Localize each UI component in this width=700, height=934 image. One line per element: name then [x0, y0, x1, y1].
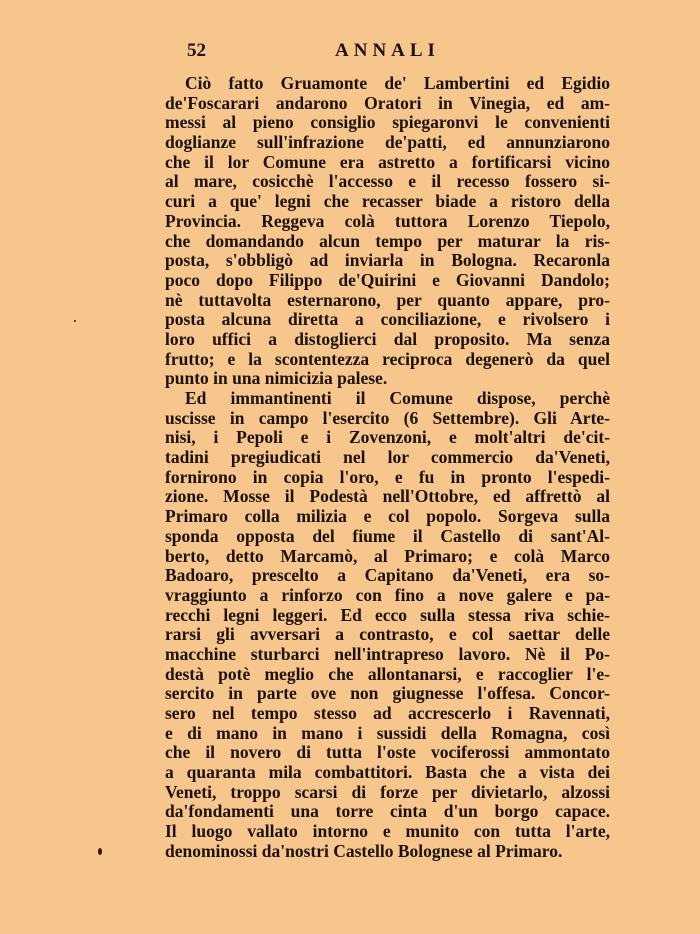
text-line: berto, detto Marcamò, al Primaro; e colà Marco [165, 545, 610, 566]
text-line: curi a que' legni che recasser biade a ristoro della [165, 191, 610, 212]
text-line: Ciò fatto Gruamonte de' Lambertini ed Egidio [185, 73, 610, 93]
text-line: posta, s'obbligò ad inviarla in Bologna. Recaronla [165, 250, 610, 271]
text-line: sero nel tempo stesso ad accrescerlo i Ravennati, [165, 703, 610, 723]
text-line: fornirono in copia l'oro, e fu in pronto l'espedi- [165, 466, 610, 487]
text-line: posta alcuna diretta a conciliazione, e rivolsero i [165, 309, 610, 330]
text-line: doglianze sull'infrazione de'patti, ed annunziarono [165, 132, 610, 153]
text-line: messi al pieno consiglio spiegaronvi le convenienti [165, 112, 610, 133]
text-line: rarsi gli avversari a contrasto, e col saettar delle [165, 624, 610, 645]
text-line: a quaranta mila combattitori. Basta che a vista dei [165, 762, 610, 783]
text-line: poco dopo Filippo de'Quirini e Giovanni Dandolo; [165, 269, 610, 290]
text-line: punto in una nimicizia palese. [165, 368, 388, 389]
text-line: sercito in parte ove non giugnesse l'offesa. Concor- [165, 683, 610, 704]
text-line: macchine sturbarci nell'intrapreso lavoro. Nè il Po- [165, 643, 610, 664]
text-line: che il novero di tutta l'oste vociferossi ammontato [165, 742, 610, 763]
text-line: al mare, cosicchè l'accesso e il recesso fossero si- [165, 171, 610, 192]
text-line: zione. Mosse il Podestà nell'Ottobre, ed affrettò al [165, 486, 610, 507]
page-number: 52 [187, 40, 206, 61]
text-line: nisi, i Pepoli e i Zovenzoni, e molt'altri de'cit- [165, 427, 610, 448]
text-line: Badoaro, prescelto a Capitano da'Veneti, era so- [165, 565, 610, 586]
ink-speck [74, 320, 76, 322]
text-line: Ed immantinenti il Comune dispose, perchè [185, 388, 610, 408]
ink-speck [98, 848, 102, 855]
text-line: che il lor Comune era astretto a fortificarsi vicino [165, 151, 610, 172]
text-line: che domandando alcun tempo per maturar la ris- [165, 230, 610, 251]
text-line: Provincia. Reggeva colà tuttora Lorenzo Tiepolo, [165, 210, 610, 231]
text-line: e di mano in mano i sussidi della Romagna, così [165, 722, 610, 743]
text-line: sponda opposta del fiume il Castello di sant'Al- [165, 525, 610, 546]
text-line: Veneti, troppo scarsi di forze per divietarlo, alzossi [165, 781, 610, 802]
page-header [0, 40, 700, 64]
text-line: vraggiunto a rinforzo con fino a nove galere e pa- [165, 584, 610, 605]
body-text [165, 74, 610, 862]
text-line: de'Foscarari andarono Oratori in Vinegia, ed am- [165, 92, 610, 113]
text-line: da'fondamenti una torre cinta d'un borgo capace. [165, 801, 610, 822]
text-line: uscisse in campo l'esercito (6 Settembre). Gli Arte- [165, 407, 610, 428]
text-line: loro uffici a distoglierci dal proposito. Ma senza [165, 328, 610, 349]
running-title: ANNALI [335, 40, 440, 61]
text-line: Il luogo vallato intorno e munito con tutta l'arte, [165, 821, 610, 842]
text-line: denominossi da'nostri Castello Bolognese al Primaro. [165, 840, 563, 861]
text-line: tadini pregiudicati nel lor commercio da'Veneti, [165, 447, 610, 468]
text-line: destà potè meglio che allontanarsi, e raccoglier l'e- [165, 663, 610, 684]
text-line: frutto; e la scontentezza reciproca degenerò da quel [165, 348, 610, 369]
text-line: recchi legni leggeri. Ed ecco sulla stessa riva schie- [165, 604, 610, 625]
text-line: Primaro colla milizia e col popolo. Sorgeva sulla [165, 506, 610, 527]
text-line: nè tuttavolta esternarono, per quanto appare, pro- [165, 289, 610, 310]
